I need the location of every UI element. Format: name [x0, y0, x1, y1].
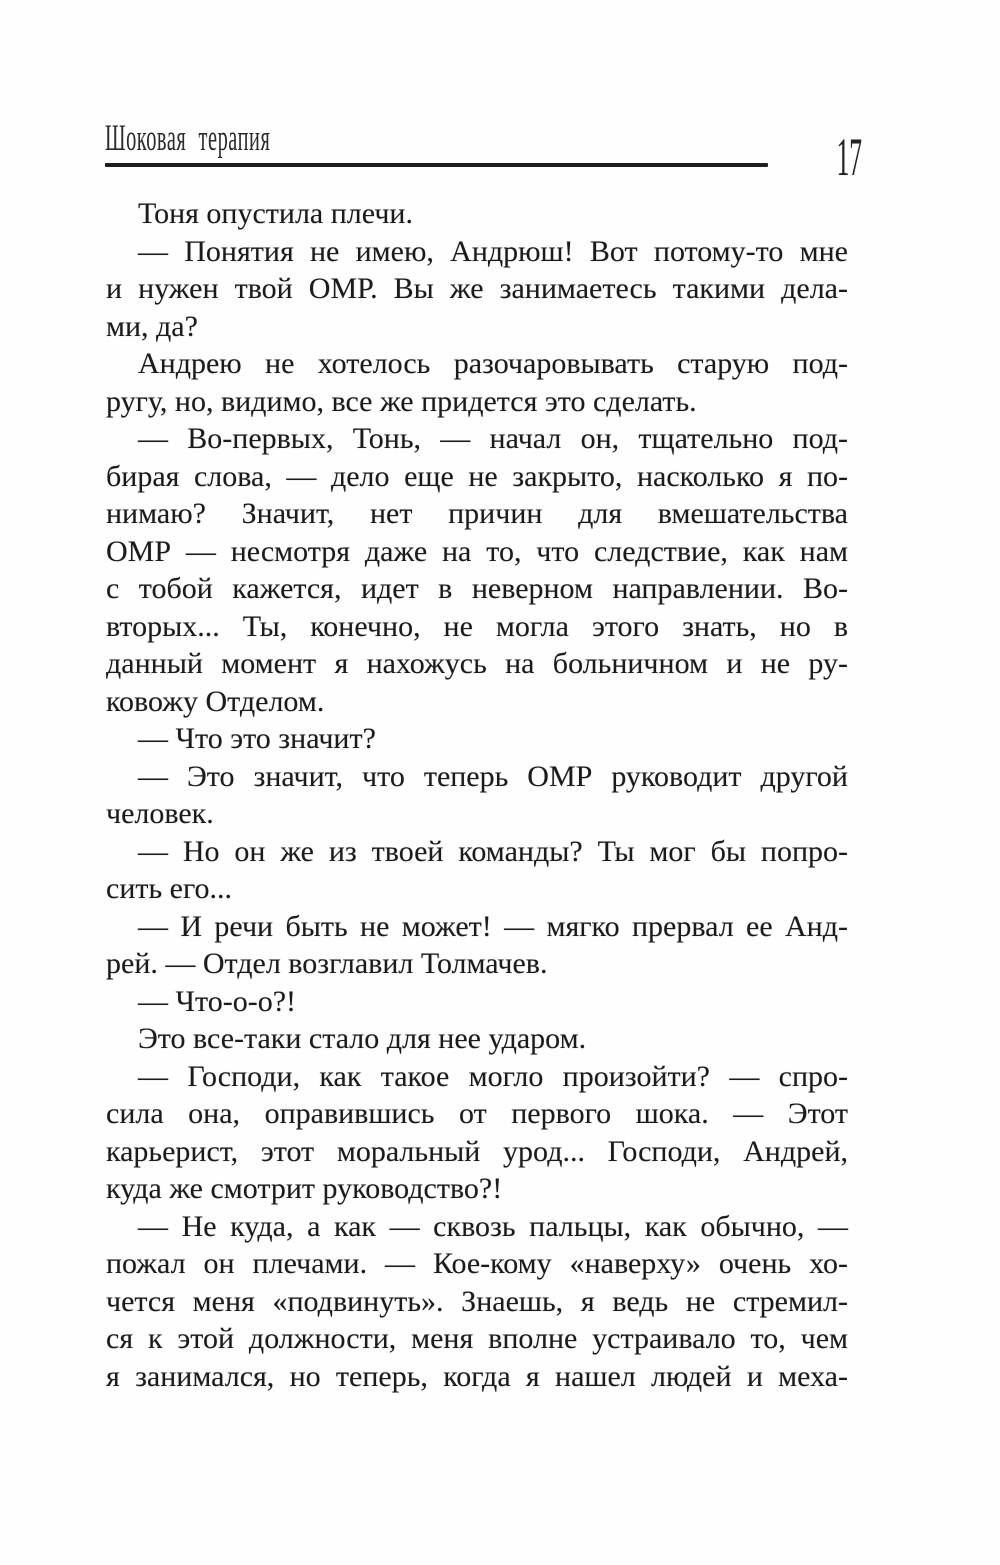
text-line: вторых... Ты, конечно, не могла этого знать, но в — [106, 609, 848, 643]
text-line: — Не куда, а как — сквозь пальцы, как обычно, — — [138, 1209, 848, 1243]
text-line: карьерист, этот моральный урод... Господи, Андрей, — [106, 1134, 848, 1168]
text-line: — И речи быть не может! — мягко прервал ее Анд- — [138, 909, 848, 943]
text-line: — Господи, как такое могло произойти? — спро- — [138, 1059, 848, 1093]
text-line: я занимался, но теперь, когда я нашел людей и меха- — [106, 1359, 848, 1393]
page-number: 17 — [836, 127, 862, 187]
text-line: Тоня опустила плечи. — [138, 197, 413, 230]
text-line: нимаю? Значит, нет причин для вмешательства — [106, 497, 848, 530]
text-line: пожал он плечами. — Кое-кому «наверху» очень хо- — [106, 1247, 848, 1280]
text-line: сила она, оправившись от первого шока. — Этот — [106, 1097, 848, 1130]
text-line: бирая слова, — дело еще не закрыто, насколько я по- — [106, 459, 848, 493]
text-line: — Понятия не имею, Андрюш! Вот потому-то мне — [138, 234, 848, 268]
text-line: — Что-о-о?! — [138, 984, 296, 1018]
text-line: рей. — Отдел возглавил Толмачев. — [106, 947, 548, 980]
text-line: с тобой кажется, идет в неверном направлении. Во- — [106, 572, 848, 605]
text-line: ругу, но, видимо, все же придется это сделать. — [106, 384, 697, 418]
text-line: ОМР — несмотря даже на то, что следствие, как нам — [106, 534, 848, 568]
text-line: куда же смотрит руководство?! — [106, 1172, 503, 1205]
text-line: ся к этой должности, меня вполне устраивало то, чем — [106, 1322, 848, 1355]
text-line: данный момент я нахожусь на больничном и не ру- — [106, 647, 848, 680]
header-rule — [105, 163, 768, 167]
page-body — [106, 195, 848, 1395]
running-head-title: Шоковая терапия — [105, 118, 271, 159]
text-line: Это все-таки стало для нее ударом. — [138, 1022, 587, 1055]
text-line: человек. — [106, 797, 214, 830]
text-line: — Во-первых, Тонь, — начал он, тщательно под- — [138, 422, 848, 455]
text-line: — Но он же из твоей команды? Ты мог бы попро- — [138, 834, 848, 868]
text-line: сить его... — [106, 872, 233, 905]
text-line: ковожу Отделом. — [106, 684, 325, 718]
text-line: — Что это значит? — [138, 722, 376, 755]
text-line: Андрею не хотелось разочаровывать старую под- — [138, 347, 848, 380]
text-line: ми, да? — [106, 309, 198, 343]
text-line: и нужен твой ОМР. Вы же занимаетесь такими дела- — [106, 272, 848, 305]
text-line: чется меня «подвинуть». Знаешь, я ведь не стремил- — [106, 1284, 848, 1318]
text-line: — Это значит, что теперь ОМР руководит другой — [138, 759, 848, 793]
